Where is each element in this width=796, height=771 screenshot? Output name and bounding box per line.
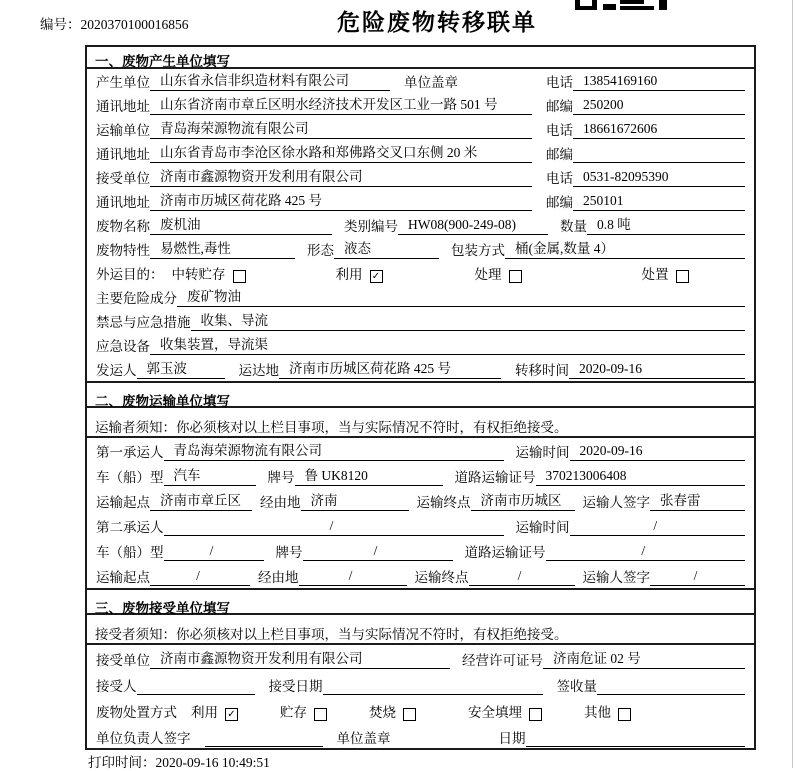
- accept-unit-label: 接受单位: [96, 653, 150, 668]
- qr-block: [620, 6, 654, 10]
- checkbox-disposal-burn: [403, 708, 416, 721]
- row-transporter: [87, 117, 754, 141]
- producer-label: 产生单位: [96, 75, 150, 90]
- destination-value: 济南市历城区荷花路 425 号: [279, 357, 501, 379]
- responsible-sign-label: 单位负责人签字: [96, 731, 191, 746]
- shipper-label: 发运人: [96, 363, 137, 378]
- second-sign-value: /: [650, 568, 745, 586]
- second-plate-value: /: [303, 543, 453, 561]
- row-first-vehicle: [87, 463, 754, 488]
- quantity-value: 0.8 吨: [587, 213, 745, 235]
- row-responsible-sign: [87, 723, 754, 749]
- serial-label: 编号：: [40, 17, 81, 32]
- checkbox-disposal-other: [618, 708, 631, 721]
- category-label: 类别编号: [344, 219, 398, 234]
- transport-time-label: 运输时间: [515, 445, 570, 460]
- main-hazard-value: 废矿物油: [177, 285, 745, 307]
- transfer-date-label: 转移时间: [515, 363, 569, 378]
- destination-label: 运达地: [238, 363, 279, 378]
- character-value: 易燃性,毒性: [150, 237, 295, 259]
- purpose-option-treat: 处理: [474, 267, 502, 282]
- taboo-label: 禁忌与应急措施: [96, 315, 191, 330]
- equipment-label: 应急设备: [96, 339, 150, 354]
- row-producer: [87, 69, 754, 93]
- address-label: 通讯地址: [96, 147, 150, 162]
- row-second-carrier: [87, 513, 754, 538]
- checkbox-transfer-storage: [233, 270, 246, 283]
- first-carrier-time-value: 2020-09-16: [570, 443, 746, 461]
- second-carrier-value: /: [164, 518, 504, 536]
- second-end-value: /: [469, 568, 575, 586]
- qr-block: [603, 4, 616, 10]
- origin-label: 运输起点: [96, 495, 150, 510]
- purpose-option-transfer: 中转贮存: [171, 267, 226, 282]
- transporter-sign-value: 张春雷: [650, 489, 745, 511]
- disposal-option-store: 贮存: [280, 705, 307, 720]
- zip-label: 邮编: [546, 195, 573, 210]
- origin-value: 济南市章丘区: [150, 489, 252, 511]
- print-time-value: 2020-09-16 10:49:51: [155, 755, 270, 770]
- disposal-option-use: 利用: [191, 705, 218, 720]
- receiver-notice: 接受者须知：你必须核对以上栏目事项，当与实际情况不符时，有权拒绝接受。: [87, 615, 754, 645]
- checkbox-disposal-landfill: [529, 708, 542, 721]
- transporter-address-value: 山东省青岛市李沧区徐水路和郑佛路交叉口东侧 20 米: [150, 141, 532, 163]
- vehicle-type-label: 车（船）型: [96, 545, 164, 560]
- second-vehicle-type-value: /: [164, 543, 264, 561]
- row-producer-address: [87, 93, 754, 117]
- zip-label: 邮编: [546, 147, 573, 162]
- accept-unit-value: 济南市鑫源物资开发利用有限公司: [150, 647, 450, 669]
- transporter-zip-value: [573, 161, 745, 163]
- row-acceptor: [87, 671, 754, 697]
- accept-date-value: [323, 693, 543, 695]
- second-via-value: /: [299, 568, 407, 586]
- phone-label: 电话: [546, 171, 573, 186]
- disposal-method-label: 废物处置方式: [96, 705, 177, 720]
- qr-block: [620, 0, 644, 4]
- receiver-label: 接受单位: [96, 171, 150, 186]
- form-value: 液态: [334, 237, 439, 259]
- via-label: 经由地: [258, 570, 299, 585]
- row-taboo-measures: [87, 309, 754, 333]
- transporter-sign-label: 运输人签字: [582, 495, 650, 510]
- page-edge-line: [792, 0, 793, 768]
- row-first-carrier: [87, 438, 754, 463]
- row-receiver-address: [87, 189, 754, 213]
- section3-header: 三、废物接受单位填写: [87, 588, 754, 615]
- disposal-option-landfill: 安全填埋: [468, 705, 522, 720]
- responsible-sign-value: [205, 745, 323, 747]
- print-time-label: 打印时间：: [88, 755, 156, 770]
- producer-value: 山东省永信非织造材料有限公司: [150, 69, 390, 91]
- producer-address-value: 山东省济南市章丘区明水经济技术开发区工业一路 501 号: [150, 93, 532, 115]
- character-label: 废物特性: [96, 243, 150, 258]
- acceptor-label: 接受人: [96, 679, 137, 694]
- received-qty-value: [597, 693, 745, 695]
- purpose-label: 外运目的：: [96, 267, 164, 282]
- qr-block: [575, 0, 597, 10]
- end-label: 运输终点: [416, 495, 471, 510]
- checkbox-disposal-use: ✓: [225, 708, 238, 721]
- acceptor-value: [137, 693, 255, 695]
- manifest-form-table: [85, 45, 756, 750]
- zip-label: 邮编: [546, 99, 573, 114]
- section2-header: 二、废物运输单位填写: [87, 381, 754, 408]
- shipper-value: 郭玉波: [137, 357, 225, 379]
- via-label: 经由地: [260, 495, 301, 510]
- second-carrier-label: 第二承运人: [96, 520, 164, 535]
- plate-label: 牌号: [275, 545, 303, 560]
- checkbox-treat: [509, 270, 522, 283]
- row-shipper: [87, 357, 754, 381]
- first-carrier-value: 青岛海荣源物流有限公司: [164, 439, 504, 461]
- address-label: 通讯地址: [96, 99, 150, 114]
- first-carrier-label: 第一承运人: [96, 445, 164, 460]
- address-label: 通讯地址: [96, 195, 150, 210]
- vehicle-type-value: 汽车: [164, 464, 256, 486]
- receiver-phone-value: 0531-82095390: [573, 169, 745, 187]
- end-value: 济南市历城区: [471, 489, 575, 511]
- row-receiver: [87, 165, 754, 189]
- row-emergency-equipment: [87, 333, 754, 357]
- date-label: 日期: [498, 731, 526, 746]
- receiver-value: 济南市鑫源物资开发利用有限公司: [150, 165, 532, 187]
- row-transporter-address: [87, 141, 754, 165]
- transporter-sign-label: 运输人签字: [582, 570, 650, 585]
- row-main-hazard: [87, 285, 754, 309]
- disposal-option-other: 其他: [584, 705, 611, 720]
- receiver-zip-value: 250101: [573, 193, 745, 211]
- serial-number: 2020370100016856: [80, 17, 189, 32]
- license-value: 济南危证 02 号: [543, 647, 745, 669]
- plate-label: 牌号: [267, 470, 295, 485]
- end-label: 运输终点: [414, 570, 469, 585]
- checkbox-dispose: [676, 270, 689, 283]
- license-label: 经营许可证号: [462, 653, 543, 668]
- row-first-route: [87, 488, 754, 513]
- document-title: 危险废物转移联单: [337, 9, 537, 35]
- second-road-permit-value: /: [546, 543, 746, 561]
- disposal-option-burn: 焚烧: [369, 705, 396, 720]
- packing-value: 桶(金属,数量 4）: [505, 237, 745, 259]
- purpose-option-dispose: 处置: [641, 267, 669, 282]
- transporter-phone-value: 18661672606: [573, 121, 745, 139]
- unit-seal-label: 单位盖章: [404, 75, 458, 90]
- row-second-route: [87, 563, 754, 588]
- received-qty-label: 签收量: [556, 679, 597, 694]
- qr-block: [659, 0, 667, 10]
- taboo-value: 收集、导流: [191, 309, 746, 331]
- transporter-label: 运输单位: [96, 123, 150, 138]
- second-origin-value: /: [150, 568, 250, 586]
- equipment-value: 收集装置，导流渠: [150, 333, 745, 355]
- row-waste-name: [87, 213, 754, 237]
- qr-code-fragment: [575, 0, 667, 10]
- waste-name-label: 废物名称: [96, 219, 150, 234]
- row-transport-purpose: [87, 261, 754, 285]
- row-second-vehicle: [87, 538, 754, 563]
- form-label: 形态: [307, 243, 334, 258]
- origin-label: 运输起点: [96, 570, 150, 585]
- quantity-label: 数量: [560, 219, 587, 234]
- purpose-option-use: 利用: [335, 267, 363, 282]
- main-hazard-label: 主要危险成分: [96, 291, 177, 306]
- transport-time-label: 运输时间: [515, 520, 570, 535]
- packing-label: 包装方式: [451, 243, 505, 258]
- waste-name-value: 废机油: [150, 213, 332, 235]
- row-accept-unit: [87, 645, 754, 671]
- date-value: [526, 745, 746, 747]
- section1-header: 一、废物产生单位填写: [87, 47, 754, 69]
- checkbox-use: ✓: [370, 270, 383, 283]
- receiver-address-value: 济南市历城区荷花路 425 号: [150, 189, 532, 211]
- road-permit-value: 370213006408: [536, 468, 746, 486]
- vehicle-type-label: 车（船）型: [96, 470, 164, 485]
- phone-label: 电话: [546, 75, 573, 90]
- transporter-notice: 运输者须知：你必须核对以上栏目事项，当与实际情况不符时，有权拒绝接受。: [87, 408, 754, 438]
- via-value: 济南: [301, 489, 409, 511]
- category-value: HW08(900-249-08): [398, 217, 548, 235]
- transporter-value: 青岛海荣源物流有限公司: [150, 117, 532, 139]
- road-permit-label: 道路运输证号: [464, 545, 546, 560]
- row-waste-character: [87, 237, 754, 261]
- second-carrier-time-value: /: [570, 518, 746, 536]
- plate-value: 鲁 UK8120: [295, 464, 443, 486]
- accept-date-label: 接受日期: [268, 679, 323, 694]
- producer-phone-value: 13854169160: [573, 73, 745, 91]
- print-time-line: [88, 751, 270, 771]
- transfer-date-value: 2020-09-16: [569, 361, 745, 379]
- road-permit-label: 道路运输证号: [454, 470, 536, 485]
- row-disposal-method: [87, 697, 754, 723]
- producer-zip-value: 250200: [573, 97, 745, 115]
- unit-seal-label: 单位盖章: [336, 731, 391, 746]
- checkbox-disposal-store: [314, 708, 327, 721]
- phone-label: 电话: [546, 123, 573, 138]
